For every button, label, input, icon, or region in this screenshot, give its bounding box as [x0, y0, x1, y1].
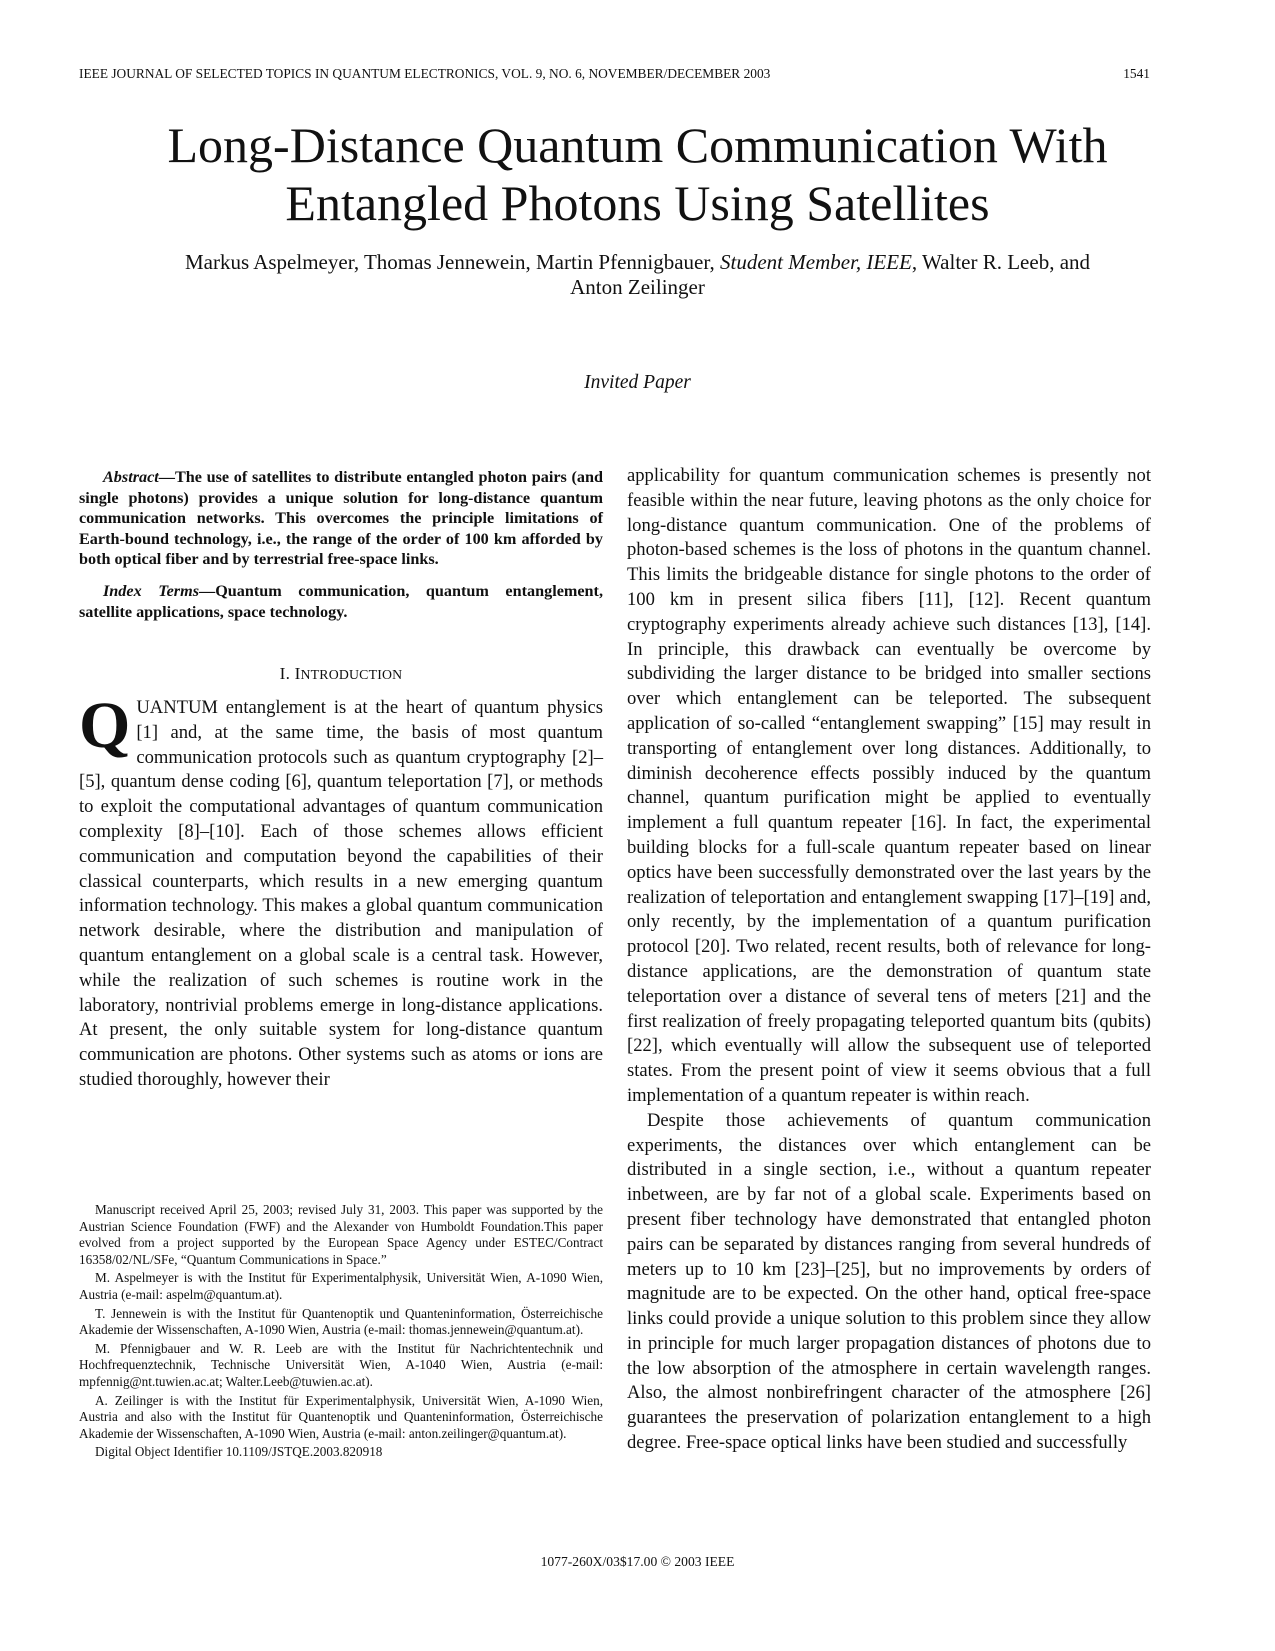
footnote-pfennigbauer-leeb: M. Pfennigbauer and W. R. Leeb are with the Institut für Nachrichtentechnik und Hochfrequenztechnik, Technische Universität Wien, A-1040 Wien, Austria (e-mail: mpfennig@nt.tuwien.ac.at; Walter.Leeb@tuwien.ac.at). [79, 1340, 603, 1389]
author-list [90, 250, 1185, 300]
authors-line-2: Anton Zeilinger [570, 275, 705, 299]
footnote-doi: Digital Object Identifier 10.1109/JSTQE.2003.820918 [95, 1444, 383, 1460]
left-column [79, 467, 603, 1093]
footnote-aspelmeyer: M. Aspelmeyer is with the Institut für Experimentalphysik, Universität Wien, A-1090 Wien, Austria (e-mail: aspelm@quantum.at). [79, 1270, 603, 1302]
section-numeral: I. I [279, 664, 301, 684]
title-line-2: Entangled Photons Using Satellites [285, 175, 990, 231]
footnote-zeilinger: A. Zeilinger is with the Institut für Experimentalphysik, Universität Wien, A-1090 Wien, Austria and also with the Institut für Quantenoptik und Quanteninformation, Österreichische Akademie der Wissenschaften, A-1090 Wien, Austria (e-mail: anton.zeilinger@quantum.at). [79, 1392, 603, 1441]
section-heading [79, 662, 603, 688]
footnotes [79, 1202, 603, 1463]
running-header [79, 66, 1150, 86]
authors-part-1: Markus Aspelmeyer, Thomas Jennewein, Martin Pfennigbauer, [184, 250, 721, 274]
index-terms-text: —Quantum communication, quantum entanglement, satellite applications, space technology. [79, 581, 603, 621]
section-title: NTRODUCTION [300, 667, 403, 683]
index-terms [79, 581, 603, 622]
footnote-manuscript: Manuscript received April 25, 2003; revised July 31, 2003. This paper was supported by the Austrian Science Foundation (FWF) and the Alexander von Humboldt Foundation.This paper evolved from a project supported by the European Space Agency under ESTEC/Contract 16358/02/NL/SFe, “Quantum Communications in Space.” [79, 1202, 603, 1267]
authors-part-2: , Walter R. Leeb, and [911, 250, 1091, 274]
right-paragraph-2: Despite those achievements of quantum communication experiments, the distances over which entanglement can be distributed in a single section, i.e., without a quantum repeater inbetween, are by far not of a global scale. Experiments based on present fiber technology have demonstrated that entangled photon pairs can be separated by distances ranging from several hundreds of meters up to 10 km [23]–[25], but no improvements by orders of magnitude are to be expected. On the other hand, optical free-space links could provide a unique solution to this problem since they allow in principle for much larger propagation distances of photons due to the low absorption of the atmosphere in certain wavelength ranges. Also, the almost nonbirefringent character of the atmosphere [26] guarantees the preservation of polarization entanglement to a high degree. Free-space optical links have been studied and successfully [627, 1109, 1151, 1454]
footnote-jennewein: T. Jennewein is with the Institut für Quantenoptik und Quanteninformation, Österreichische Akademie der Wissenschaften, A-1090 Wien, Austria (e-mail: thomas.jennewein@quantum.at). [79, 1305, 603, 1338]
title-line-1: Long-Distance Quantum Communication With [167, 117, 1108, 173]
paper-type: Invited Paper [584, 372, 691, 393]
drop-cap: Q [79, 688, 131, 762]
page-number: 1541 [1123, 66, 1150, 81]
abstract [79, 467, 603, 570]
intro-text: UANTUM entanglement is at the heart of quantum physics [1] and, at the same time, the basis of most quantum communication protocols such as quantum cryptography [2]–[5], quantum dense coding [6], quantum teleportation [7], or methods to exploit the computational advantages of quantum communication complexity [8]–[10]. Each of those schemes allows efficient communication and computation beyond the capabilities of their classical counterparts, which results in a new emerging quantum information technology. This makes a global quantum communication network desirable, where the distribution and manipulation of quantum entanglement on a global scale is a central task. However, while the realization of such schemes is routine work in the laboratory, nontrivial problems emerge in long-distance applications. At present, the only suitable system for long-distance quantum communication are photons. Other systems such as atoms or ions are studied thoroughly, however their [79, 696, 603, 1090]
abstract-text: —The use of satellites to distribute entangled photon pairs (and single photons) provides a unique solution for long-distance quantum communication networks. This overcomes the principle limitations of Earth-bound technology, i.e., the range of the order of 100 km afforded by both optical fiber and by terrestrial free-space links. [79, 468, 603, 569]
right-column [627, 464, 1151, 1456]
intro-paragraph [79, 688, 603, 1093]
copyright-footer: 1077-260X/03$17.00 © 2003 IEEE [540, 1554, 735, 1569]
index-terms-label: Index Terms [103, 581, 199, 600]
paper-title [60, 116, 1215, 232]
abstract-label: Abstract [103, 468, 159, 486]
member-note: Student Member, IEEE [720, 250, 912, 274]
journal-name: IEEE JOURNAL OF SELECTED TOPICS IN QUANTUM ELECTRONICS, VOL. 9, NO. 6, NOVEMBER/DECEMBER 2003 [79, 66, 771, 81]
right-paragraph-1: applicability for quantum communication schemes is presently not feasible within the near future, leaving photons as the only choice for long-distance quantum communication. One of the problems of photon-based schemes is the loss of photons in the quantum channel. This limits the bridgeable distance for single photons to the order of 100 km in present silica fibers [11], [12]. Recent quantum cryptography experiments already achieve such distances [13], [14]. In principle, this drawback can eventually be overcome by subdividing the larger distance to be bridged into smaller sections over which entanglement can be teleported. The subsequent application of so-called “entanglement swapping” [15] may result in transporting of entanglement over long distances. Additionally, to diminish decoherence effects possibly induced by the quantum channel, quantum purification might be applied to eventually implement a full quantum repeater [16]. In fact, the experimental building blocks for a full-scale quantum repeater based on linear optics have been successfully demonstrated over the last years by the realization of teleportation and entanglement swapping [17]–[19] and, only recently, by the implementation of a quantum purification protocol [20]. Two related, recent results, both of relevance for long-distance applications, are the demonstration of quantum state teleportation over a distance of several tens of meters [21] and the first realization of freely propagating teleported quantum bits (qubits) [22], which eventually will allow the subsequent use of teleported states. From the present point of view it seems obvious that a full implementation of a quantum repeater is within reach. [627, 465, 1151, 1106]
